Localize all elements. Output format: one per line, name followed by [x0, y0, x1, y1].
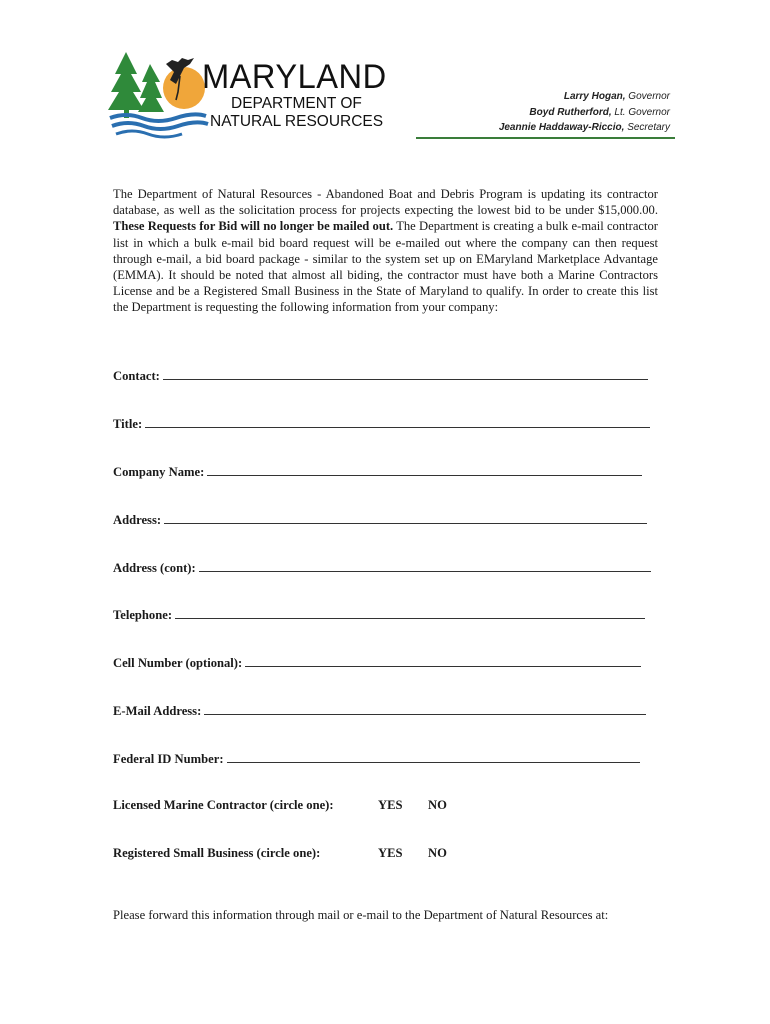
question-licensed-marine-contractor: Licensed Marine Contractor (circle one):: [113, 798, 334, 812]
small-business-no-option[interactable]: NO: [428, 846, 447, 860]
dnr-logo: [106, 48, 416, 140]
header-rule: [416, 137, 675, 139]
field-cell-number[interactable]: Cell Number (optional):: [113, 654, 641, 671]
official-lt-governor: Boyd Rutherford, Lt. Governor: [529, 106, 670, 118]
field-contact[interactable]: Contact:: [113, 367, 648, 384]
logo-title: MARYLAND: [202, 58, 387, 96]
official-governor: Larry Hogan, Governor: [563, 91, 670, 102]
field-telephone[interactable]: Telephone:: [113, 606, 645, 623]
field-email-address[interactable]: E-Mail Address:: [113, 702, 646, 719]
field-title[interactable]: Title:: [113, 415, 650, 432]
field-address[interactable]: Address:: [113, 511, 647, 528]
licensed-yes-option[interactable]: YES: [378, 798, 403, 812]
footer-instruction: Please forward this information through mail or e-mail to the Department of Natural Resources at:: [113, 908, 609, 922]
field-company-name[interactable]: Company Name:: [113, 463, 642, 480]
field-federal-id[interactable]: Federal ID Number:: [113, 750, 640, 767]
logo-department: DEPARTMENT OF: [231, 95, 362, 112]
intro-paragraph: The Department of Natural Resources - Abandoned Boat and Debris Program is updating its contractor database, as well as the solicitation process for projects expecting the lowest bid to be under $15,000.00. These Requests for Bid will no longer be mailed out. The Department is creating a bulk e-mail contractor list in which a bulk e-mail bid board request will be e-mailed out where the company can then request through e-mail, a bid board package - similar to the system set up on EMaryland Marketplace Advantage (EMMA). It should be noted that almost all biding, the contractor must have both a Marine Contractors License and be a Registered Small Business in the State of Maryland to qualify. In order to create this list the Department is requesting the following information from your company:: [113, 187, 658, 315]
intro-bold-notice: These Requests for Bid will no longer be mailed out.: [113, 219, 394, 234]
small-business-yes-option[interactable]: YES: [378, 846, 403, 860]
official-secretary: Jeannie Haddaway-Riccio, Secretary: [498, 122, 670, 133]
field-address-cont[interactable]: Address (cont):: [113, 559, 651, 576]
officials-list: [499, 89, 670, 136]
question-registered-small-business: Registered Small Business (circle one):: [113, 846, 321, 860]
logo-natural-resources: NATURAL RESOURCES: [210, 113, 384, 130]
licensed-no-option[interactable]: NO: [428, 798, 447, 812]
dnr-emblem-icon: [106, 48, 216, 140]
